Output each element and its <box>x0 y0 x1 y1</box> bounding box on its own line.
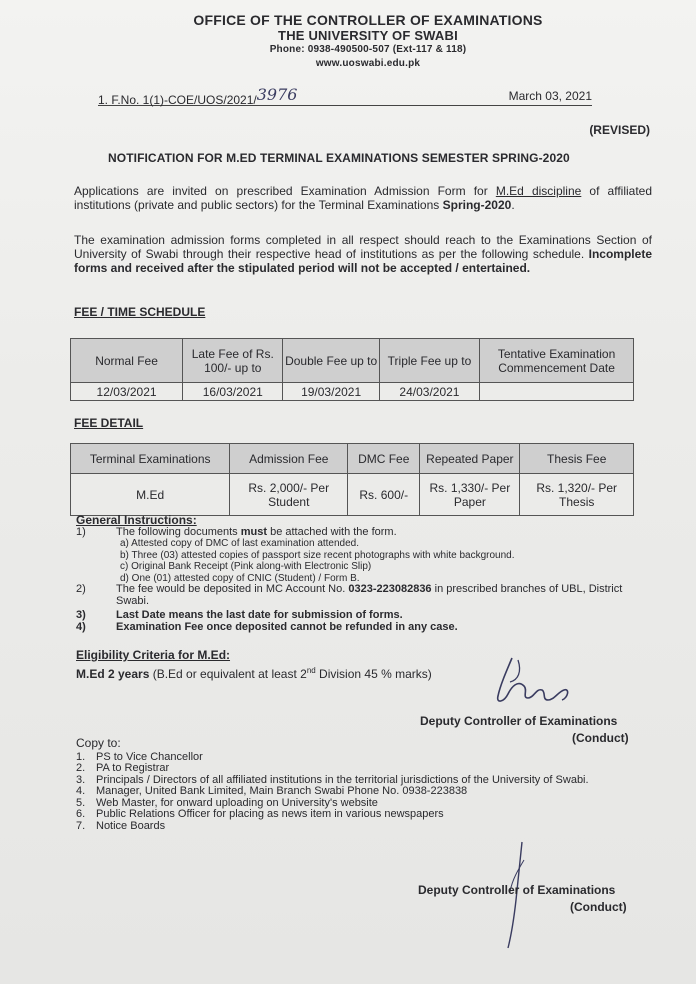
td-dmc-fee: Rs. 600/- <box>348 474 420 516</box>
p1-text-a: Applications are invited on prescribed Examination Admission Form for <box>74 184 496 198</box>
fee-time-table <box>70 338 634 401</box>
i1-must: must <box>240 525 268 538</box>
i4-text: Examination Fee once deposited cannot be refunded in any case. <box>116 620 458 633</box>
eligibility-text-b: (B.Ed or equivalent at least 2 <box>149 667 307 681</box>
td-late-fee-date: 16/03/2021 <box>183 383 283 401</box>
revised-label: (REVISED) <box>589 123 650 137</box>
copy-item-text: Web Master, for onward uploading on University's website <box>96 796 378 809</box>
copy-item-num: 5. <box>76 796 86 809</box>
td-normal-fee-date: 12/03/2021 <box>71 383 183 401</box>
university-heading: THE UNIVERSITY OF SWABI <box>278 28 458 43</box>
signature-1-scribble <box>488 652 578 710</box>
p1-text-e: . <box>511 198 515 212</box>
handwritten-number: 3976 <box>256 85 298 104</box>
eligibility-text-c: Division 45 % marks) <box>315 667 432 681</box>
i2-text-a: The fee would be deposited in MC Account No. <box>116 583 349 595</box>
office-heading: OFFICE OF THE CONTROLLER OF EXAMINATIONS <box>193 12 543 28</box>
paragraph-submission <box>74 233 652 275</box>
td-triple-fee-date: 24/03/2021 <box>379 383 479 401</box>
td-repeated-paper-fee: Rs. 1,330/- Per Paper <box>420 474 520 516</box>
td-double-fee-date: 19/03/2021 <box>283 383 379 401</box>
p1-session: Spring-2020 <box>442 198 512 212</box>
i1-text-a: The following documents <box>116 525 241 538</box>
p2-warning: Incomplete forms and received after the stipulated period will not be accepted / entertained. <box>74 247 652 275</box>
th-commencement-date: Tentative Examination Commencement Date <box>480 339 634 383</box>
th-admission-fee: Admission Fee <box>230 444 348 474</box>
copy-item-text: Public Relations Officer for placing as news item in various newspapers <box>96 808 444 820</box>
signature-2-title: Deputy Controller of Examinations <box>418 883 616 897</box>
i2-text-c: in prescribed branches of UBL, District Swabi. <box>116 583 623 607</box>
copy-item <box>76 809 676 821</box>
instruction-4 <box>76 622 666 634</box>
paragraph-applications <box>74 184 652 212</box>
eligibility-heading: Eligibility Criteria for M.Ed: <box>76 648 231 662</box>
fee-detail-table <box>70 443 634 516</box>
fee-detail-heading: FEE DETAIL <box>74 416 144 430</box>
copy-item-num: 2. <box>76 762 86 774</box>
copy-item-num: 7. <box>76 819 86 832</box>
file-number: 1. F.No. 1(1)-COE/UOS/2021/ <box>98 93 257 107</box>
th-dmc-fee: DMC Fee <box>348 444 420 474</box>
issue-date: March 03, 2021 <box>508 89 592 103</box>
general-instructions <box>76 515 666 633</box>
i1-text-c: be attached with the form. <box>267 525 397 538</box>
th-repeated-paper: Repeated Paper <box>420 444 520 474</box>
copy-item-num: 3. <box>76 773 86 786</box>
th-thesis-fee: Thesis Fee <box>520 444 634 474</box>
p1-text-c: of affiliated institutions (private and public sectors) for the Terminal Examinations <box>74 184 653 212</box>
copy-item <box>76 821 676 833</box>
i2-account: 0323-223082836 <box>348 583 432 595</box>
td-thesis-fee: Rs. 1,320/- Per Thesis <box>520 474 634 516</box>
reference-line <box>98 85 592 107</box>
th-normal-fee: Normal Fee <box>71 339 183 383</box>
i3-text: Last Date means the last date for submission of forms. <box>116 609 403 621</box>
eligibility-program: M.Ed 2 years <box>76 667 150 681</box>
instruction-2 <box>76 584 666 607</box>
signature-2-conduct: (Conduct) <box>570 900 627 914</box>
phone-line: Phone: 0938-490500-507 (Ext-117 & 118) <box>269 44 467 55</box>
instructions-heading: General Instructions: <box>76 513 197 527</box>
p1-discipline: M.Ed discipline <box>495 184 582 198</box>
copy-item-num: 1. <box>76 750 86 763</box>
notification-title: NOTIFICATION FOR M.ED TERMINAL EXAMINATIONS SEMESTER SPRING-2020 <box>108 151 570 165</box>
instruction-1a: a) Attested copy of DMC of last examination attended. <box>120 538 360 549</box>
copy-item-text: PS to Vice Chancellor <box>96 750 203 763</box>
copy-item-text: Manager, United Bank Limited, Main Branch Swabi Phone No. 0938-223838 <box>96 785 468 797</box>
th-double-fee: Double Fee up to <box>283 339 379 383</box>
instruction-1c: c) Original Bank Receipt (Pink along-with Electronic Slip) <box>120 561 372 572</box>
instruction-3-num: 3) <box>76 609 86 621</box>
eligibility-section <box>76 648 432 682</box>
eligibility-text <box>76 663 432 682</box>
instruction-1b: b) Three (03) attested copies of passport size recent photographs with white background. <box>120 549 515 561</box>
copy-to-heading: Copy to: <box>76 736 121 750</box>
eligibility-sup: nd <box>306 666 316 675</box>
instruction-1 <box>76 527 666 539</box>
td-commencement-date <box>480 383 634 401</box>
instruction-2-num: 2) <box>76 583 86 595</box>
copy-item-text: PA to Registrar <box>96 762 170 774</box>
td-program: M.Ed <box>71 474 230 516</box>
p2-text-a: The examination admission forms completed in all respect should reach to the Examinations Section of University of Swabi through their respective head of institutions as per the following schedule. <box>74 233 652 261</box>
fee-time-heading: FEE / TIME SCHEDULE <box>74 305 206 319</box>
th-triple-fee: Triple Fee up to <box>379 339 479 383</box>
copy-item-num: 4. <box>76 785 86 797</box>
copy-to-section <box>76 738 676 832</box>
signature-1-conduct: (Conduct) <box>572 731 629 745</box>
copy-item-num: 6. <box>76 808 86 820</box>
copy-item-text: Principals / Directors of all affiliated institutions in the territorial jurisdictions of the University of Swabi. <box>96 773 589 786</box>
instruction-1d: d) One (01) attested copy of CNIC (Student) / Form B. <box>120 572 360 584</box>
instruction-4-num: 4) <box>76 620 86 633</box>
th-late-fee: Late Fee of Rs. 100/- up to <box>183 339 283 383</box>
copy-item-text: Notice Boards <box>96 819 166 832</box>
signature-1-title: Deputy Controller of Examinations <box>420 714 618 728</box>
td-admission-fee: Rs. 2,000/- Per Student <box>230 474 348 516</box>
website-line: www.uoswabi.edu.pk <box>315 58 421 69</box>
instruction-1-num: 1) <box>76 525 86 538</box>
th-terminal-exams: Terminal Examinations <box>71 444 230 474</box>
